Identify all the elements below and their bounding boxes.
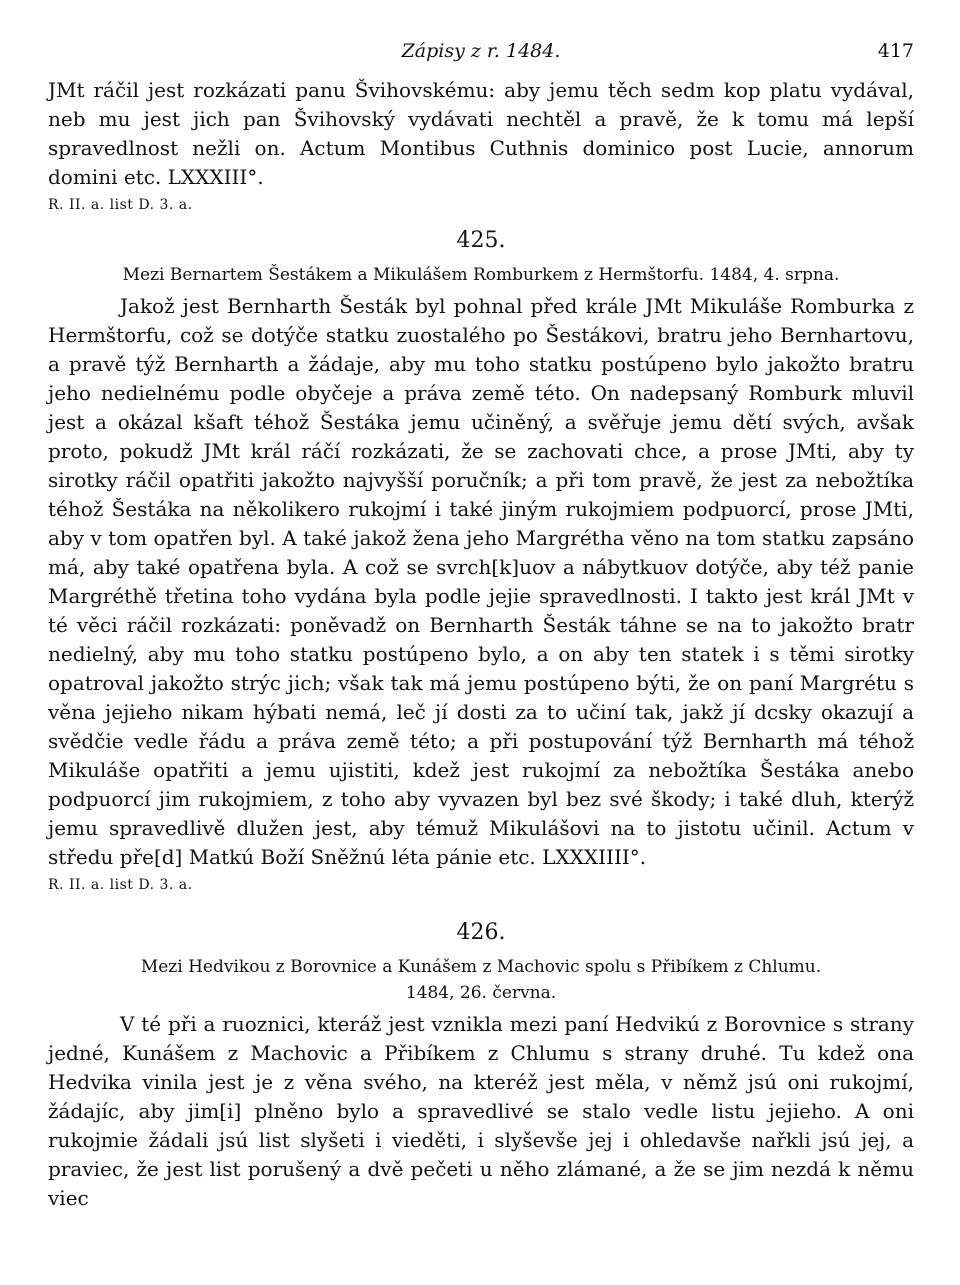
- entry-paragraph: V té při a ruoznici, kteráž jest vznikla mezi paní Hedvikú z Borovnice s strany jedné, Kunášem z Machovic a Přibíkem z Chlumu s strany druhé. Tu kdež ona Hedvika vinila jest je z věna svého, na kteréž jest měla, v němž jsú oni rukojmí, žádajíc, aby jim[i] plněno bylo a spravedlivé se stalo vedle listu jejieho. A oni rukojmie žádali jsú list slyšeti i vieděti, i slyševše jej i ohledavše nařkli jsú jej, a praviec, že jest list porušený a dvě pečeti u něho zlámané, a že se jim nezdá k němu viec: [48, 1012, 914, 1210]
- running-head: [48, 40, 914, 76]
- source-reference: R. II. a. list D. 3. a.: [48, 197, 193, 213]
- entry-heading: Mezi Bernartem Šestákem a Mikulášem Romburkem z Hermštorfu. 1484, 4. srpna.: [122, 265, 840, 285]
- page-number: 417: [877, 40, 914, 62]
- intro-paragraph: JMt ráčil jest rozkázati panu Švihovskému: aby jemu těch sedm kop platu vydával, neb mu jest jich pan Švihovský vydávati nechtěl a pravě, že k tomu má lepší spravedlnost nežli on. Actum Montibus Cuthnis dominico post Lucie, annorum domini etc. LXXXIII°.: [48, 78, 914, 189]
- document-page: [48, 40, 914, 1213]
- running-title: Zápisy z r. 1484.: [401, 40, 561, 62]
- entry-heading-date: 1484, 26. června.: [405, 983, 557, 1003]
- entry-number: 425.: [456, 228, 506, 253]
- entry-number: 426.: [456, 920, 506, 945]
- entry-heading: Mezi Hedvikou z Borovnice a Kunášem z Machovic spolu s Přibíkem z Chlumu.: [140, 957, 822, 977]
- entry-paragraph: Jakož jest Bernharth Šesták byl pohnal před krále JMt Mikuláše Romburka z Hermštorfu, což se dotýče statku zuostalého po Šestákovi, bratru jeho Bernhartovu, a pravě týž Bernharth a žádaje, aby mu toho statku postúpeno bylo jakožto bratru jeho nedielnému podle obyčeje a práva země této. On nadepsaný Romburk mluvil jest a okázal kšaft téhož Šestáka jemu učiněný, a svěřuje jemu dětí svých, avšak proto, pokudž JMt král ráčí rozkázati, že se zachovati chce, a prose JMti, aby ty sirotky ráčil opatřiti jakožto najvyšší poručník; a při tom pravě, že jest za nebožtíka téhož Šestáka na několikero rukojmí i také jiným rukojmiem podpuorcí, prose JMti, aby v tom opatřen byl. A také jakož žena jeho Margrétha věno na tom statku zapsáno má, aby také opatřena byla. A což se svrch[k]uov a nábytkuov dotýče, aby též panie Margréthě třetina toho vydána byla podle jejie spravedlnosti. I takto jest král JMt v té věci ráčil rozkázati: poněvadž on Bernharth Šesták táhne se na to jakožto bratr nedielný, aby mu toho statku postúpeno bylo, a on aby ten statek i s těmi sirotky opatroval jakožto strýc jich; však tak má jemu postúpeno býti, že on paní Margrétu s věna jejieho nikam hýbati nemá, leč jí dosti za to učiní tak, jakž jí dcsky okazují a svědčie vedle řádu a práva země této; a při postupování týž Bernharth má téhož Mikuláše opatřiti a jemu ujistiti, kdež jest rukojmí za nebožtíka Šestáka anebo podpuorcí jim rukojmiem, z toho aby vyvazen byl bez své škody; i také dluh, kterýž jemu spravedlivě dlužen jest, aby témuž Mikulášovi na to jistotu učinil. Actum v středu pře[d] Matkú Boží Sněžnú léta pánie etc. LXXXIIII°.: [48, 294, 914, 869]
- source-reference: R. II. a. list D. 3. a.: [48, 877, 193, 893]
